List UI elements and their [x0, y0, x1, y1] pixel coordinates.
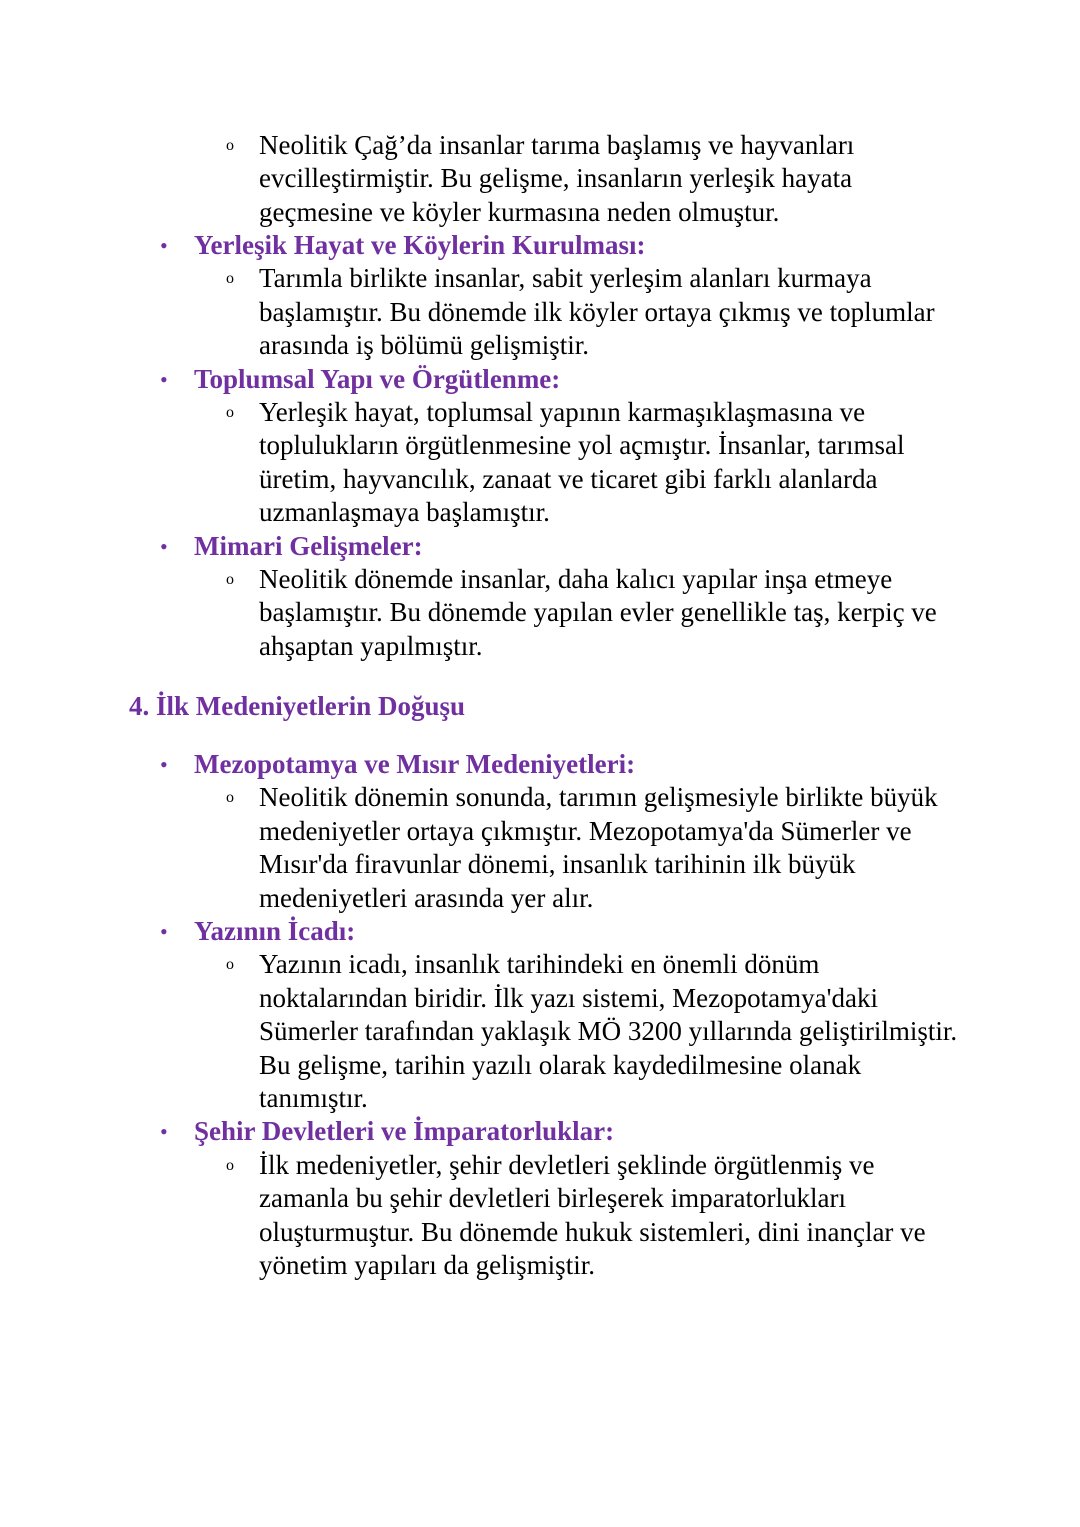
- sub-item-text: Yerleşik hayat, toplumsal yapının karmaşıklaşmasına ve toplulukların örgütlenmesine yol açmıştır. İnsanlar, tarımsal üretim, hayvancılık, zanaat ve ticaret gibi farklı alanlarda uzmanlaşmaya başlamıştır.: [259, 397, 905, 528]
- sub-list-item: [226, 781, 959, 915]
- sub-item-text: İlk medeniyetler, şehir devletleri şeklinde örgütlenmiş ve zamanla bu şehir devletleri birleşerek imparatorlukları oluşturmuştur. Bu dönemde hukuk sistemleri, dini inançlar ve yönetim yapıları da gelişmiştir.: [259, 1149, 926, 1281]
- heading-text: Yazının İcadı:: [194, 916, 356, 947]
- sub-item-text: Neolitik dönemde insanlar, daha kalıcı yapılar inşa etmeye başlamıştır. Bu dönemde yapılan evler genellikle taş, kerpiç ve ahşaptan yapılmıştır.: [259, 564, 937, 661]
- hollow-circle-bullet-icon: o: [226, 956, 234, 974]
- heading-text: Mezopotamya ve Mısır Medeniyetleri:: [194, 749, 636, 779]
- hollow-circle-bullet-icon: o: [226, 270, 234, 288]
- hollow-circle-bullet-icon: o: [226, 137, 234, 154]
- sub-list-item: [226, 396, 959, 530]
- sub-list-item: [226, 563, 959, 663]
- bullet-icon: •: [160, 919, 168, 945]
- sub-list-item: [226, 262, 959, 362]
- section-title: 4. İlk Medeniyetlerin Doğuşu: [129, 691, 466, 721]
- heading-text: Şehir Devletleri ve İmparatorluklar:: [194, 1116, 615, 1147]
- section4-list: [0, 748, 1080, 1283]
- bullet-icon: •: [160, 752, 168, 777]
- list-item-heading: [160, 229, 994, 262]
- sub-item-text: Yazının icadı, insanlık tarihindeki en önemli dönüm noktalarından biridir. İlk yazı sistemi, Mezopotamya'daki Sümerler tarafından yaklaşık MÖ 3200 yıllarında geliştirilmiştir. Bu gelişme, tarihin yazılı olarak kaydedilmesine olanak tanımıştır.: [259, 949, 958, 1114]
- list-item-heading: [160, 530, 994, 563]
- heading-text: Yerleşik Hayat ve Köylerin Kurulması:: [194, 230, 646, 260]
- sub-item-text: Neolitik dönemin sonunda, tarımın gelişmesiyle birlikte büyük medeniyetler ortaya çıkmıştır. Mezopotamya'da Sümerler ve Mısır'da firavunlar dönemi, insanlık tarihinin ilk büyük medeniyetleri arasında yer alır.: [259, 782, 938, 913]
- list-item-heading: [160, 1115, 994, 1148]
- sub-list-item: [226, 129, 959, 229]
- bullet-icon: •: [160, 366, 168, 392]
- sub-item-text: Tarımla birlikte insanlar, sabit yerleşim alanları kurmaya başlamıştır. Bu dönemde ilk köyler ortaya çıkmış ve toplumlar arasında iş bölümü gelişmiştir.: [259, 263, 935, 361]
- hollow-circle-bullet-icon: o: [226, 789, 234, 807]
- sub-list-item: [226, 1149, 959, 1283]
- sub-list-item: [226, 948, 959, 1115]
- heading-text: Mimari Gelişmeler:: [194, 530, 423, 561]
- bullet-icon: •: [160, 533, 168, 559]
- bullet-icon: •: [160, 1119, 168, 1145]
- hollow-circle-bullet-icon: o: [226, 1156, 234, 1174]
- list-item-heading: [160, 915, 994, 948]
- neolithic-list: [0, 229, 1080, 663]
- intro-block: [0, 129, 1080, 229]
- list-item-heading: [160, 363, 994, 396]
- hollow-circle-bullet-icon: o: [226, 571, 234, 589]
- hollow-circle-bullet-icon: o: [226, 404, 234, 422]
- list-item-heading: [160, 748, 994, 781]
- heading-text: Toplumsal Yapı ve Örgütlenme:: [194, 363, 561, 394]
- sub-item-text: Neolitik Çağ’da insanlar tarıma başlamış ve hayvanları evcilleştirmiştir. Bu gelişme, insanların yerleşik hayata geçmesine ve köyler kurmasına neden olmuştur.: [259, 130, 855, 227]
- bullet-icon: •: [160, 233, 168, 258]
